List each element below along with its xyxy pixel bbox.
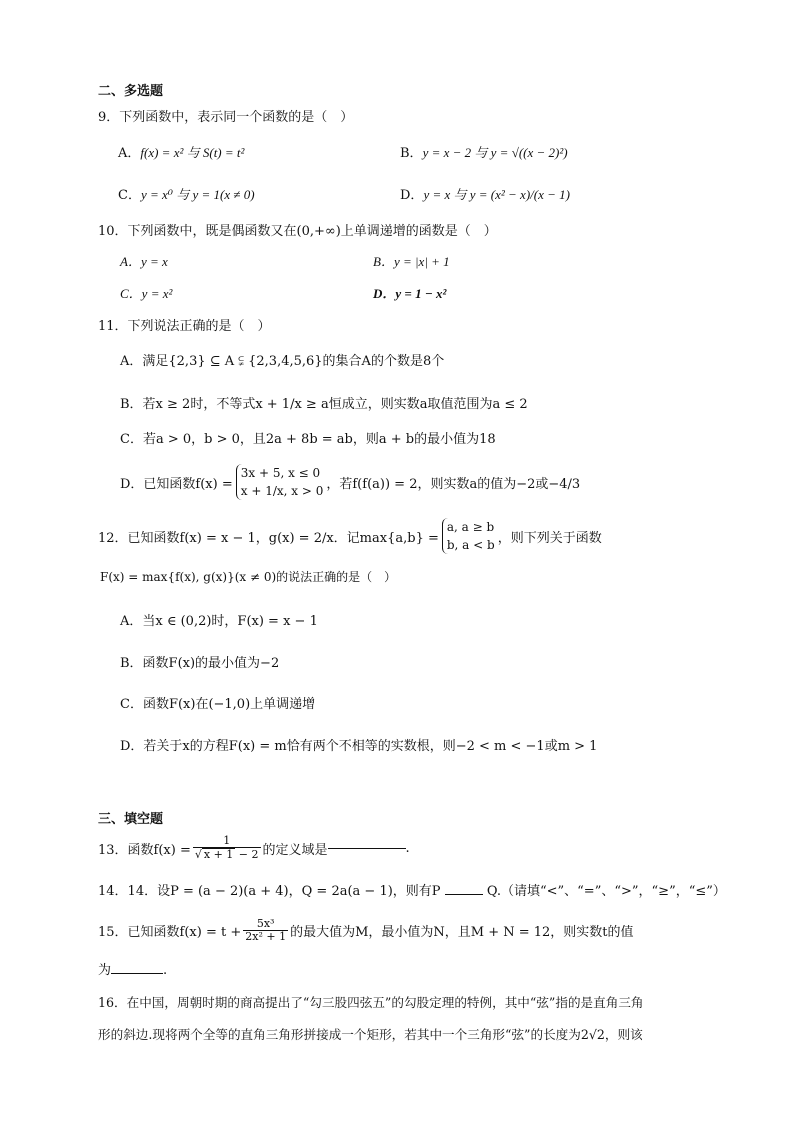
question-9-option-c: C．y = x⁰ 与 y = 1(x ≠ 0): [118, 187, 255, 203]
question-10-option-a: A．y = x: [120, 254, 168, 269]
question-12-stem-line2: F(x) = max{f(x), g(x)}(x ≠ 0)的说法正确的是（ ）: [100, 570, 397, 584]
answer-blank-13[interactable]: [328, 848, 406, 849]
piecewise-brace: 3x + 5, x ≤ 0 x + 1/x, x > 0: [236, 464, 324, 500]
question-11-option-b: B．若x ≥ 2时，不等式x + 1/x ≥ a恒成立，则实数a取值范围为a ≤ 2: [120, 397, 528, 412]
question-11-option-c: C．若a > 0，b > 0，且2a + 8b = ab，则a + b的最小值为18: [120, 432, 496, 447]
question-14: 14．14．设P = (a − 2)(a + 4)，Q = 2a(a − 1)，则有P Q.（请填“<”、“=”、“>”，“≥”，“≤”）: [98, 884, 726, 899]
question-12-option-d: D．若关于x的方程F(x) = m恰有两个不相等的实数根，则−2 < m < −1或m > 1: [120, 739, 598, 754]
question-16-line1: 16．在中国，周朝时期的商高提出了“勾三股四弦五”的勾股定理的特例，其中“弦”指的是直角三角: [98, 995, 644, 1010]
q13-fraction: $\frac{1}{√ x + 1 - 2}$: [194, 834, 259, 861]
question-9-option-a: A．f(x) = x² 与 S(t) = t²: [118, 145, 245, 161]
question-12-option-a: A．当x ∈ (0,2)时，F(x) = x − 1: [120, 614, 318, 629]
question-10-stem: 10．下列函数中，既是偶函数又在(0,+∞)上单调递增的函数是（ ）: [98, 224, 497, 239]
section-multiple-choice-heading: 二、多选题: [98, 84, 164, 99]
question-10-option-c: C．y = x²: [120, 286, 173, 301]
question-11-stem: 11．下列说法正确的是（ ）: [98, 319, 271, 334]
question-9-option-b: B．y = x − 2 与 y = √((x − 2)²): [400, 145, 568, 161]
answer-blank-14[interactable]: [445, 894, 483, 895]
section-fill-in-heading: 三、填空题: [98, 812, 164, 827]
question-11-option-a: A．满足{2,3} ⊆ A ⫋ {2,3,4,5,6}的集合A的个数是8个: [120, 354, 445, 369]
question-15: 15．已知函数f(x) = t + $\frac{\text{5x³}}{\text{2x² + 1}}$ 的最大值为M，最小值为N，且M + N = 12，则实数t的值: [98, 916, 634, 943]
max-definition-brace: a, a ≥ b b, a < b: [442, 518, 495, 554]
answer-blank-15[interactable]: [111, 973, 163, 974]
question-10-option-b: B．y = |x| + 1: [373, 254, 450, 269]
question-12-option-b: B．函数F(x)的最小值为−2: [120, 656, 280, 671]
question-15-line2: 为 .: [98, 963, 168, 978]
question-11-option-d: D．已知函数f(x) = 3x + 5, x ≤ 0 x + 1/x, x > 0 ，若f(f(a)) = 2，则实数a的值为−2或−4/3: [120, 466, 581, 498]
question-12-stem: 12．已知函数f(x) = x − 1，g(x) = 2/x．记max{a,b} = a, a ≥ b b, a < b ，则下列关于函数: [98, 520, 602, 552]
question-10-option-d: D．y = 1 − x²: [373, 286, 447, 301]
question-16-line2: 形的斜边.现将两个全等的直角三角形拼接成一个矩形，若其中一个三角形“弦”的长度为2√2，则该: [98, 1027, 643, 1042]
question-9-stem: 9．下列函数中，表示同一个函数的是（ ）: [98, 110, 354, 125]
question-9-option-d: D．y = x 与 y = (x² − x)/(x − 1): [400, 187, 570, 203]
q15-fraction: $\frac{\text{5x³}}{\text{2x² + 1}}$: [245, 916, 287, 943]
question-13: 13．函数f(x) = $\frac{1}{√ x + 1 - 2}$ 的定义域是 .: [98, 834, 410, 861]
question-12-option-c: C．函数F(x)在(−1,0)上单调递增: [120, 697, 316, 712]
